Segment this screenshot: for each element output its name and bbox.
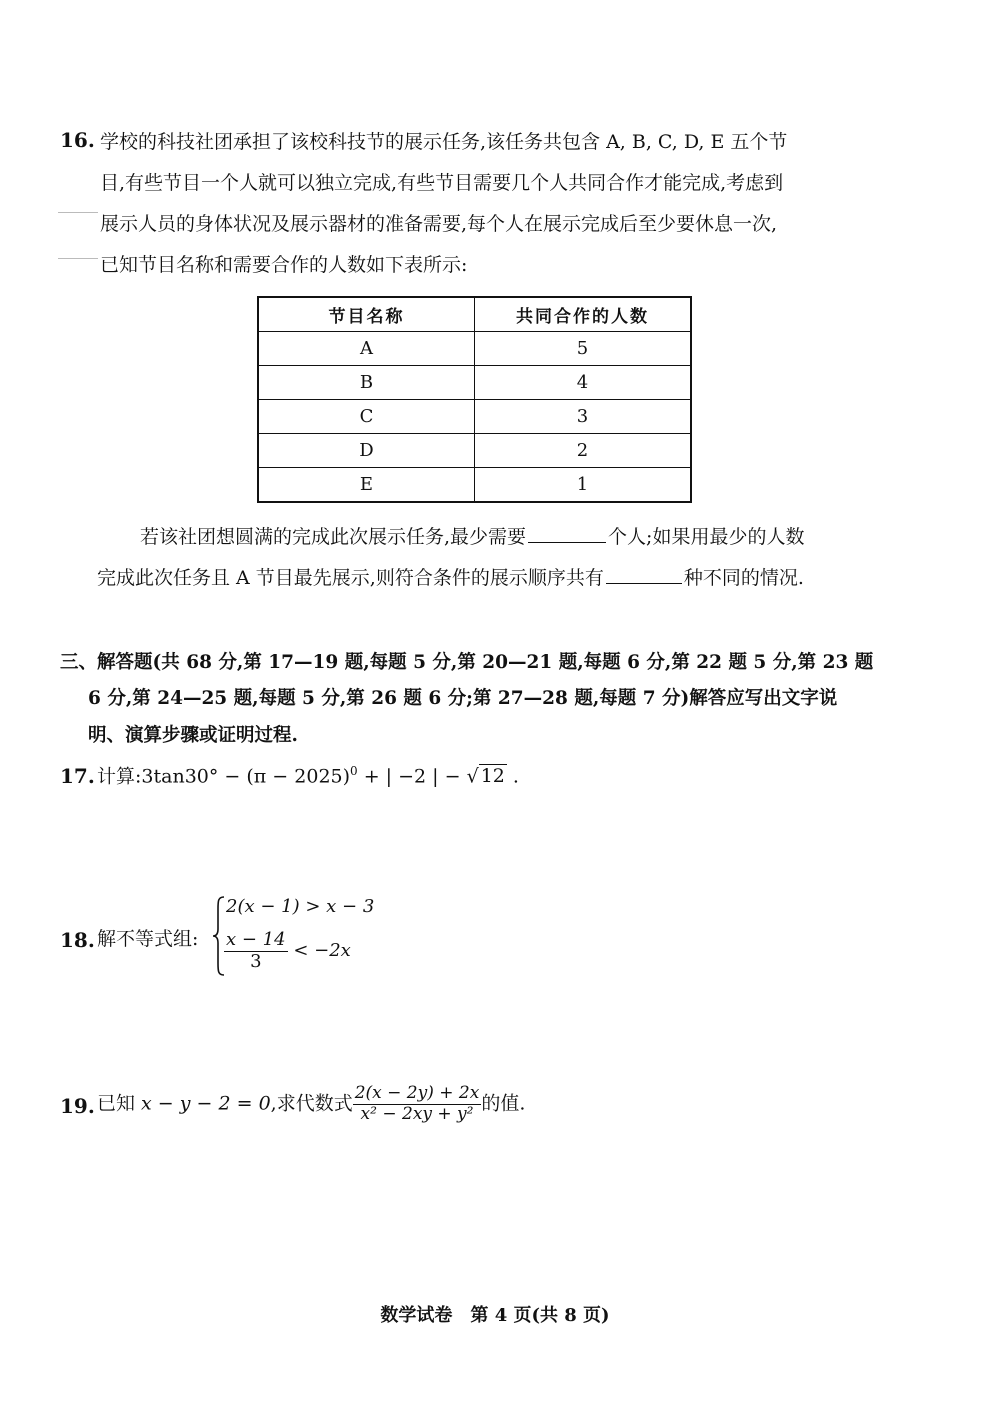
table-cell-program: C: [258, 400, 475, 434]
question-18-fraction: [224, 930, 288, 972]
question-16-line-1: 学校的科技社团承担了该校科技节的展示任务,该任务共包含 A, B, C, D, E 五个节: [100, 131, 788, 153]
table-header-row: [258, 297, 691, 332]
table-cell-program: A: [258, 332, 475, 366]
scan-mark: [58, 258, 98, 259]
table-header-people: 共同合作的人数: [475, 297, 692, 332]
question-17-expr-b: + | −2 | −: [357, 765, 467, 788]
question-16-after-1a: 若该社团想圆满的完成此次展示任务,最少需要: [140, 526, 527, 548]
question-16-number: 16.: [60, 128, 95, 152]
question-18-fraction-denominator: 3: [250, 950, 262, 972]
section-3-line-2: 6 分,第 24—25 题,每题 5 分,第 26 题 6 分;第 27—28 题,每题 7 分)解答应写出文字说: [88, 688, 838, 709]
table-cell-people: 1: [475, 468, 692, 503]
sqrt-icon: √: [466, 765, 479, 788]
table-row: [258, 434, 691, 468]
question-17-end: .: [506, 765, 519, 788]
question-18-label: 解不等式组:: [97, 928, 199, 950]
question-17-exponent: 0: [350, 764, 358, 778]
question-18-inequality-1: 2(x − 1) > x − 3: [226, 896, 375, 917]
question-16-after-2b: 种不同的情况.: [683, 567, 804, 589]
question-16-line-4: 已知节目名称和需要合作的人数如下表所示:: [100, 254, 468, 276]
question-16-line-2: 目,有些节目一个人就可以独立完成,有些节目需要几个人共同合作才能完成,考虑到: [100, 172, 784, 194]
question-19-body: [97, 1084, 525, 1124]
section-3-line-3: 明、演算步骤或证明过程.: [88, 725, 298, 746]
table-header-program: 节目名称: [258, 297, 475, 332]
question-17-expr-a: 3tan30° − (π − 2025): [141, 765, 351, 788]
table-cell-people: 5: [475, 332, 692, 366]
answer-blank-1[interactable]: [528, 542, 606, 543]
table-cell-program: B: [258, 366, 475, 400]
table-cell-people: 4: [475, 366, 692, 400]
question-18-number: 18.: [60, 928, 95, 952]
table-cell-people: 2: [475, 434, 692, 468]
table-row: [258, 468, 691, 503]
question-16-after-1b: 个人;如果用最少的人数: [608, 526, 805, 548]
question-19-label-b: ,求代数式: [270, 1092, 353, 1115]
question-19-fraction-denominator: x² − 2xy + y²: [360, 1103, 474, 1124]
program-table: [257, 296, 692, 503]
question-18-fraction-numerator: x − 14: [226, 929, 286, 950]
table-row: [258, 366, 691, 400]
table-cell-program: E: [258, 468, 475, 503]
question-16-after-2a: 完成此次任务且 A 节目最先展示,则符合条件的展示顺序共有: [97, 567, 604, 589]
question-19-label-c: 的值.: [481, 1092, 526, 1115]
question-19-fraction-numerator: 2(x − 2y) + 2x: [354, 1083, 480, 1103]
question-19-label-a: 已知: [97, 1092, 142, 1115]
question-19-condition: x − y − 2 = 0: [141, 1092, 271, 1115]
table-row: [258, 332, 691, 366]
question-19-number: 19.: [60, 1094, 95, 1118]
question-16-after-line-1: [140, 526, 804, 549]
question-19-fraction: [353, 1084, 482, 1124]
page-footer: 数学试卷 第 4 页(共 8 页): [380, 1305, 610, 1326]
scan-mark: [58, 212, 98, 213]
table-cell-program: D: [258, 434, 475, 468]
question-17-number: 17.: [60, 764, 95, 788]
table-row: [258, 400, 691, 434]
question-16-after-line-2: [97, 567, 804, 590]
table-cell-people: 3: [475, 400, 692, 434]
question-16-line-3: 展示人员的身体状况及展示器材的准备需要,每个人在展示完成后至少要休息一次,: [100, 213, 778, 235]
question-17-label: 计算:: [97, 765, 142, 788]
section-3-line-1: 三、解答题(共 68 分,第 17—19 题,每题 5 分,第 20—21 题,每题 6 分,第 22 题 5 分,第 23 题: [60, 652, 874, 673]
question-17-radicand: 12: [480, 765, 505, 788]
question-18-inequality-2-rest: < −2x: [293, 940, 351, 962]
answer-blank-2[interactable]: [606, 583, 682, 584]
question-18-inequality-2: [224, 930, 351, 972]
question-17-body: [97, 764, 519, 788]
